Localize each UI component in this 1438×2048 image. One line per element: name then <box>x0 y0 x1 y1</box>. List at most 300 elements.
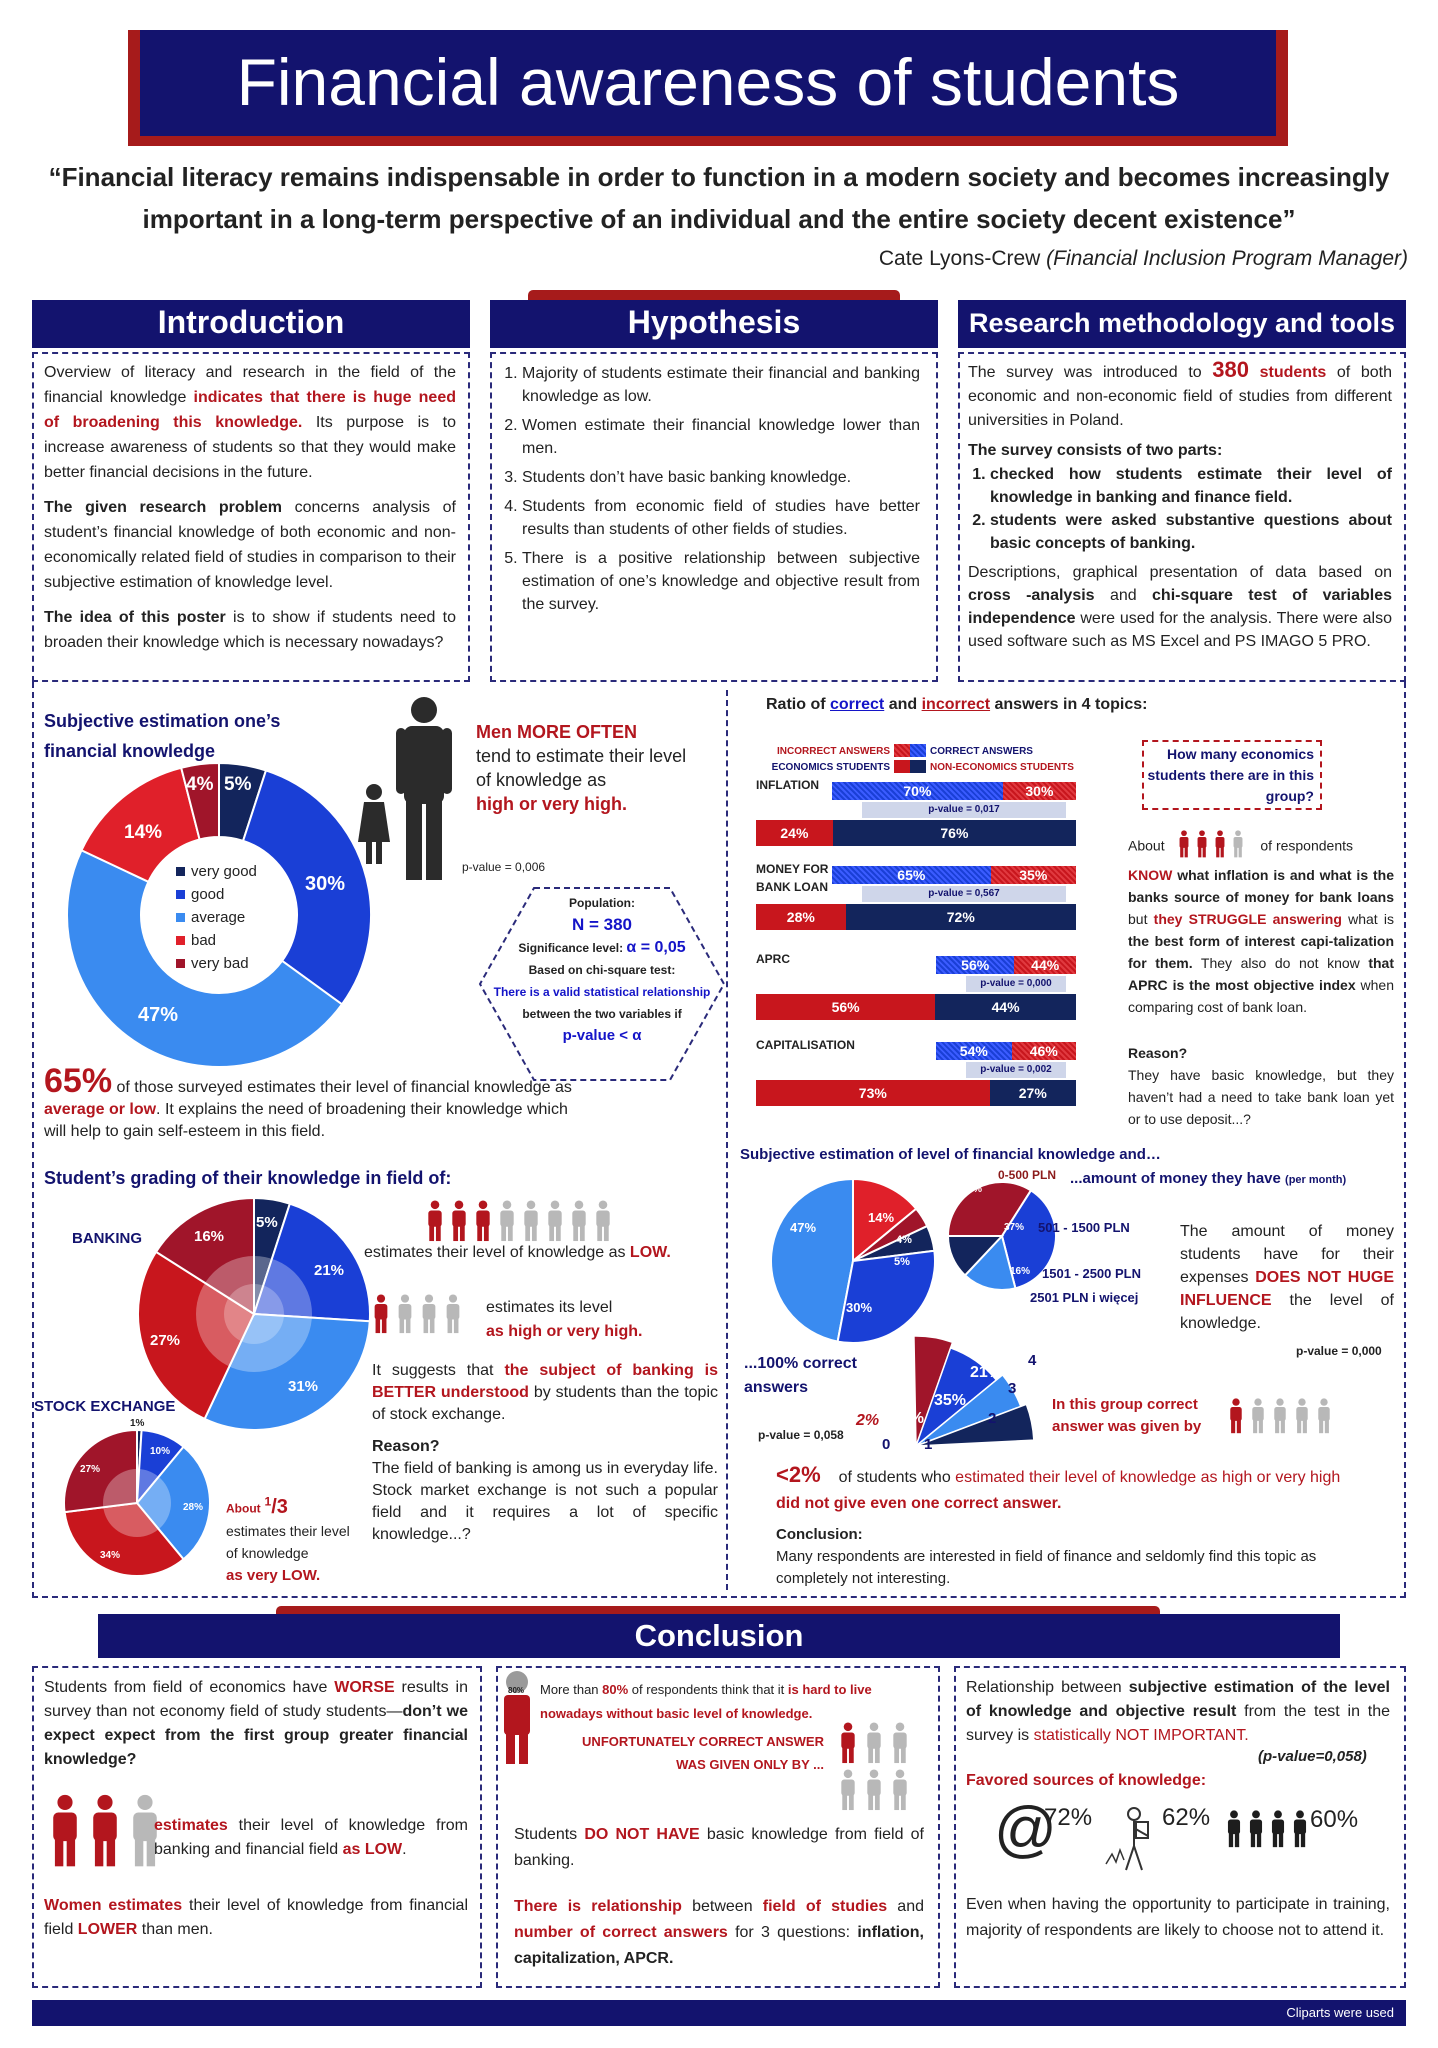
c1c: results in survey than not economy field of study students— <box>44 1679 468 1720</box>
c1a: Students from field of economics have <box>44 1679 335 1696</box>
legend-label: very bad <box>191 955 249 972</box>
legend-item <box>176 929 257 952</box>
non-incorrect-bar: 24% <box>756 820 833 846</box>
men-pvalue: p-value = 0,006 <box>462 860 546 874</box>
legend-swatch <box>176 913 185 922</box>
donut-label-4: 4% <box>186 774 214 795</box>
ratio-pvalue: p-value = 0,002 <box>966 1062 1066 1078</box>
eco-incorrect-bar: 30% <box>1003 782 1076 800</box>
lt2-big: <2% <box>776 1462 821 1487</box>
range-0-500: 0-500 PLN <box>998 1168 1057 1182</box>
sug-2: the subject of banking is BETTER understood <box>372 1362 719 1401</box>
non-correct-bar: 27% <box>990 1080 1076 1106</box>
c2j: between <box>681 1898 763 1915</box>
stock-label-34: 34% <box>100 1550 121 1561</box>
c2m: number of correct answers <box>514 1924 728 1941</box>
people-about <box>1176 830 1248 864</box>
src-pct-experience: 62% <box>1162 1804 1211 1831</box>
fan-20: 20% <box>984 1336 1017 1353</box>
method-p2: The survey consists of two parts: <box>968 442 1223 459</box>
non-incorrect-bar: 73% <box>756 1080 990 1106</box>
legend-label: very good <box>191 863 257 880</box>
fan-35: 35% <box>934 1392 967 1409</box>
ratio-pvalue: p-value = 0,000 <box>966 976 1066 992</box>
bank-pie-core <box>224 1284 284 1344</box>
person-icon <box>1194 830 1210 858</box>
group-text: In this group correct answer was given by <box>1052 1396 1202 1435</box>
hex-relationship: There is a valid statistical relationship <box>493 985 711 999</box>
know-1: KNOW <box>1128 867 1173 883</box>
range-pct-16: 16% <box>1010 1266 1031 1277</box>
stock-pie-ring <box>103 1469 171 1537</box>
hypothesis-list <box>500 362 920 622</box>
low-text <box>364 1244 671 1262</box>
c2b: 80% <box>602 1682 629 1697</box>
person-icon <box>394 1294 416 1334</box>
method-p1a: The survey was introduced to <box>968 364 1213 381</box>
person-icon <box>1230 830 1246 858</box>
low-text-1: estimates their level of knowledge as <box>364 1244 630 1261</box>
hex-population: Population: <box>569 896 635 910</box>
c1i: Women estimates <box>44 1897 183 1914</box>
c1g: as LOW <box>342 1841 403 1858</box>
page-title: Financial awareness of students <box>236 45 1180 119</box>
src-pct-family: 60% <box>1310 1806 1359 1833</box>
money-text <box>1180 1220 1394 1335</box>
method-p3e: were used for the analysis. There were also used software such as MS Excel and PS IMAGO 5 PRO. <box>968 610 1392 650</box>
person-icon <box>544 1200 566 1242</box>
men-text-2: MORE OFTEN <box>517 722 638 742</box>
fan-n0: 0 <box>882 1436 891 1453</box>
c3d: statistically NOT IMPORTANT. <box>1033 1727 1249 1744</box>
summary-text-2: average or low <box>44 1101 157 1118</box>
men-text-1: Men <box>476 722 518 742</box>
person-icon <box>1248 1398 1268 1434</box>
c1l: than men. <box>137 1921 213 1938</box>
donut-label-14: 14% <box>124 822 163 843</box>
fan-pvalue: p-value = 0,058 <box>758 1428 844 1442</box>
money-text-2: DOES NOT HUGE INFLUENCE <box>1180 1269 1395 1309</box>
c1d: don’t we expect expect from the first group greater financial knowledge? <box>44 1703 468 1768</box>
c1j: their level of knowledge from financial field <box>44 1897 469 1938</box>
bank-label-5: 5% <box>256 1214 278 1231</box>
high-text-2: as high or very high. <box>486 1323 643 1340</box>
c3b: subjective estimation of the level of knowledge and objective result <box>966 1679 1391 1720</box>
person-80-icon <box>500 1670 534 1766</box>
concl-2-relationship <box>514 1894 924 1972</box>
leg-swatch-3 <box>894 760 910 773</box>
hex-based: Based on chi-square test: <box>528 963 676 977</box>
ratio-reason-title: Reason? <box>1128 1045 1188 1061</box>
third-verylow: as very LOW. <box>226 1566 321 1584</box>
c2f: Students <box>514 1826 585 1843</box>
legend-label: bad <box>191 932 217 949</box>
stock-label-28: 28% <box>183 1502 204 1513</box>
money-pie-4: 4% <box>896 1234 912 1246</box>
c2k: field of studies <box>762 1898 888 1915</box>
person-icon <box>1270 1398 1290 1434</box>
leg-correct: CORRECT ANSWERS <box>930 746 1033 757</box>
ratio-row-label: APRC <box>756 952 791 966</box>
fan-2: 2% <box>856 1412 880 1429</box>
person-icon <box>1246 1810 1266 1848</box>
men-text-4: high or very high. <box>476 794 628 814</box>
ratio-about <box>1128 830 1394 1018</box>
third-num: 1 <box>264 1494 272 1508</box>
method-p3a: Descriptions, graphical presentation of data based on <box>968 564 1392 581</box>
bank-label-27: 27% <box>150 1332 181 1349</box>
subjective-summary <box>44 1062 584 1143</box>
grading-reason-text: The field of banking is among us in everyday life. Stock market exchange is not such a popular field and it requires a lot of specific knowledge...? <box>372 1460 718 1543</box>
money-pie-slice <box>771 1179 853 1342</box>
fan-chart <box>880 1320 1050 1450</box>
sug-1: It suggests that <box>372 1362 505 1379</box>
non-incorrect-bar: 56% <box>756 994 935 1020</box>
third-text <box>226 1490 356 1587</box>
howmany-text: How many economics students there are in this group? <box>1147 746 1314 804</box>
concl-1-est <box>154 1814 468 1862</box>
know-5: what is <box>1341 911 1394 927</box>
person-icon <box>1226 1398 1246 1434</box>
non-incorrect-bar: 28% <box>756 904 846 930</box>
hex-n: N = 380 <box>571 915 632 934</box>
legend-item <box>176 906 257 929</box>
ratio-reason-text: They have basic knowledge, but they haven’t had a need to take bank loan yet or to use deposit...? <box>1128 1067 1394 1127</box>
person-icon <box>472 1200 494 1242</box>
grading-reason-title: Reason? <box>372 1438 440 1455</box>
method-p1c: of both economic and non-economic field of studies from different universities in Poland. <box>968 364 1393 429</box>
c2c: of respondents think that it <box>628 1682 788 1697</box>
men-text-3: tend to estimate their level of knowledge as <box>476 746 687 790</box>
leg-incorrect: INCORRECT ANSWERS <box>777 746 890 757</box>
fan-n3: 3 <box>1008 1380 1017 1397</box>
intro-p2b: concerns analysis of student’s financial knowledge of both economic and non-economically related field of studies in comparison to their subjective estimation of knowledge level. <box>44 499 457 591</box>
know-8: that APRC is the most objective index <box>1128 955 1395 993</box>
conclusion-divider <box>276 1606 1160 1614</box>
method-p1b: students <box>1249 364 1327 381</box>
person-icon <box>1314 1398 1334 1434</box>
person-icon <box>862 1769 886 1811</box>
intro-p3a: The idea of this poster <box>44 609 226 626</box>
bank-label-16: 16% <box>194 1228 225 1245</box>
person-icon <box>86 1794 124 1868</box>
person-icon <box>1268 1810 1288 1848</box>
bank-label-31: 31% <box>288 1378 319 1395</box>
person-icon <box>836 1722 860 1764</box>
leg-swatch-2 <box>910 744 926 757</box>
bank-label-21: 21% <box>314 1262 345 1279</box>
non-correct-bar: 44% <box>935 994 1076 1020</box>
lt2-text-3: did not give even one correct answer. <box>776 1495 1062 1512</box>
money-sub-text: ...amount of money they have <box>1070 1170 1281 1187</box>
method-heading: Research methodology and tools <box>968 308 1396 338</box>
lt2-line <box>776 1462 1396 1517</box>
person-icon <box>418 1294 440 1334</box>
fan-21: 21% <box>970 1364 1003 1381</box>
lt2-text-1: of students who <box>838 1469 956 1486</box>
ratio-of-resp: of respondents <box>1260 837 1353 854</box>
legend-swatch <box>176 867 185 876</box>
money-text-1: The amount of money students have for their expenses <box>1180 1223 1394 1286</box>
leg-swatch-4 <box>910 760 926 773</box>
stock-label-1: 1% <box>130 1418 145 1429</box>
concl-2-text <box>540 1678 928 1726</box>
fan-n2: 2 <box>988 1410 997 1427</box>
fan-n1: 1 <box>924 1436 933 1453</box>
person-icon <box>1176 830 1192 858</box>
intro-text <box>44 360 456 655</box>
intro-p3b: is to show if students need to broaden their knowledge which is necessary nowadays? <box>44 609 457 651</box>
method-item-1: 1. checked how students estimate their level of knowledge in banking and finance field. <box>990 463 1392 509</box>
person-icon <box>592 1200 614 1242</box>
fan-23: 23% <box>892 1410 925 1427</box>
hypothesis-item: 1. Majority of students estimate their financial and banking knowledge as low. <box>522 362 920 408</box>
person-icon <box>862 1722 886 1764</box>
hex-sig: Significance level: <box>518 941 627 955</box>
know-7: They also do not know <box>1192 955 1369 971</box>
ratio-t5: answers in 4 topics: <box>990 696 1148 713</box>
person-icon <box>496 1200 518 1242</box>
subjective-title: Subjective estimation one’s financial knowledge <box>44 711 281 761</box>
know-4: they STRUGGLE answering <box>1153 911 1342 927</box>
method-item-2: 2. students were asked substantive questions about basic concepts of banking. <box>990 509 1392 555</box>
donut-label-30: 30% <box>305 873 346 895</box>
range-pct-37: 37% <box>1004 1222 1025 1233</box>
eco-incorrect-bar: 44% <box>1014 956 1076 974</box>
people-low-row <box>424 1200 616 1247</box>
legend-item <box>176 883 257 906</box>
concl-1-women <box>44 1894 468 1942</box>
person-icon <box>1290 1810 1310 1848</box>
men-statement <box>476 720 696 816</box>
c2d: is hard to live nowadays without basic level of knowledge. <box>540 1682 872 1721</box>
person-icon <box>1212 830 1228 858</box>
family-icon <box>1224 1810 1312 1853</box>
range-pct-13: 13% <box>1002 1288 1023 1299</box>
ratio-t1: Ratio of <box>766 696 830 713</box>
third-est: estimates their level of knowledge <box>226 1522 350 1561</box>
hypothesis-heading: Hypothesis <box>627 304 801 340</box>
person-80-label: 80% <box>508 1686 525 1695</box>
low-text-2: LOW. <box>629 1244 671 1261</box>
c1e: estimates <box>154 1817 228 1834</box>
c3a: Relationship between <box>966 1679 1129 1696</box>
intro-p1c: Its purpose is to increase awareness of students so that they would make better financial decisions in the future. <box>44 414 456 481</box>
money-concl-title: Conclusion: <box>776 1526 863 1543</box>
money-sub <box>1070 1170 1346 1187</box>
person-icon <box>888 1722 912 1764</box>
eco-incorrect-bar: 46% <box>1012 1042 1076 1060</box>
range-1501-2500: 1501 - 2500 PLN <box>1042 1266 1142 1281</box>
quote-author-line <box>879 247 1408 271</box>
c2i: There is relationship <box>514 1898 682 1915</box>
ratio-t3: and <box>884 696 922 713</box>
legend-item <box>176 860 257 883</box>
person-icon <box>888 1769 912 1811</box>
person-icon <box>836 1769 860 1811</box>
legend-swatch <box>176 936 185 945</box>
non-correct-bar: 72% <box>846 904 1076 930</box>
third-den: 3 <box>276 1495 288 1518</box>
banking-label: BANKING <box>72 1230 142 1247</box>
ratio-title <box>766 696 1147 714</box>
divider-bar <box>528 290 900 300</box>
c1h: . <box>402 1841 407 1858</box>
money-pie-5: 5% <box>894 1256 910 1268</box>
eco-correct-bar: 56% <box>936 956 1014 974</box>
legend-label: average <box>191 909 246 926</box>
legend-label: good <box>191 886 225 903</box>
hypothesis-item: 3. Students don’t have basic banking knowledge. <box>522 466 920 489</box>
grading-title: Student’s grading of their knowledge in field of: <box>44 1168 452 1188</box>
concl-2-banking <box>514 1822 924 1874</box>
ratio-reason <box>1128 1042 1394 1130</box>
concl-3-sources: Favored sources of knowledge: <box>966 1772 1207 1789</box>
third-fraction: $^1$/3 <box>264 1494 288 1518</box>
money-pie-30: 30% <box>846 1300 873 1315</box>
person-icon <box>568 1200 590 1242</box>
hexagon-text <box>478 892 726 1047</box>
know-3: but <box>1128 911 1154 927</box>
stock-label: STOCK EXCHANGE <box>34 1398 176 1415</box>
know-2: what inflation is and what is the banks source of money for bank loans <box>1128 867 1394 905</box>
conclusion-heading: Conclusion <box>634 1618 804 1653</box>
money-concl-text: Many respondents are interested in field of finance and seldomly find this topic as completely not interesting. <box>776 1548 1317 1587</box>
high-text-1: estimates its level <box>486 1299 613 1316</box>
middle-divider <box>726 690 728 1590</box>
person-icon <box>370 1294 392 1334</box>
money-text-3: the level of knowledge. <box>1180 1292 1394 1332</box>
donut-label-47: 47% <box>138 1004 179 1026</box>
person-icon <box>46 1794 84 1868</box>
eco-correct-bar: 70% <box>832 782 1003 800</box>
man-woman-icon <box>352 696 462 886</box>
eco-correct-bar: 54% <box>936 1042 1012 1060</box>
intro-p1a: Overview of literacy and research in the field of the financial knowledge <box>44 364 456 406</box>
ratio-pvalue: p-value = 0,017 <box>862 802 1066 818</box>
people-group <box>1226 1398 1336 1439</box>
person-icon <box>424 1200 446 1242</box>
c1f: their level of knowledge from banking and financial field <box>154 1817 468 1858</box>
intro-p1b: indicates that there is huge need of broadening this knowledge. <box>44 389 456 431</box>
hypothesis-item: 5. There is a positive relationship between subjective estimation of one’s knowledge and objective result from the survey. <box>522 547 920 616</box>
ratio-t4: incorrect <box>921 696 991 713</box>
footer-bar <box>32 2000 1406 2026</box>
c2g: DO NOT HAVE <box>584 1826 700 1843</box>
third-about: About <box>226 1501 261 1516</box>
person-icon <box>442 1294 464 1334</box>
intro-heading: Introduction <box>157 304 345 340</box>
person-icon <box>1292 1398 1312 1434</box>
ratio-row-label: INFLATION <box>756 778 820 792</box>
method-text <box>968 358 1392 653</box>
range-2501: 2501 PLN i więcej <box>1030 1290 1139 1305</box>
c3c: from the test in the survey is <box>966 1703 1391 1744</box>
hex-rule: p-value < α <box>562 1027 642 1044</box>
intro-p2a: The given research problem <box>44 499 282 516</box>
ratio-pvalue: p-value = 0,567 <box>862 886 1066 902</box>
money-sub-per: (per month) <box>1285 1174 1347 1186</box>
stock-label-27: 27% <box>80 1464 101 1475</box>
correct-answers-title: ...100% correct answers <box>744 1355 857 1396</box>
quote-author: Cate Lyons-Crew <box>878 247 1041 270</box>
money-pie-47: 47% <box>790 1220 817 1235</box>
non-correct-bar: 76% <box>833 820 1076 846</box>
concl-2-unfortunately: UNFORTUNATELY CORRECT ANSWER WAS GIVEN ONLY BY ... <box>582 1734 824 1772</box>
leg-non: NON-ECONOMICS STUDENTS <box>930 762 1074 773</box>
method-p3b: cross -analysis <box>968 587 1095 604</box>
people-high-row <box>370 1294 466 1339</box>
legend-swatch <box>176 890 185 899</box>
hex-alpha: α = 0,05 <box>626 939 686 956</box>
c2n: for 3 questions: <box>727 1924 858 1941</box>
leg-eco: ECONOMICS STUDENTS <box>771 762 890 773</box>
money-title: Subjective estimation of level of financial knowledge and… <box>740 1146 1161 1163</box>
know-6: the best form of interest capi-talization for them. <box>1128 933 1394 971</box>
src-pct-internet: 72% <box>1044 1804 1093 1831</box>
c2o: inflation, capitalization, APCR. <box>514 1924 924 1967</box>
money-pie-14: 14% <box>868 1210 895 1225</box>
hiker-icon <box>1104 1806 1160 1876</box>
high-text <box>486 1296 642 1344</box>
person-icon <box>1224 1810 1244 1848</box>
leg-swatch-1 <box>894 744 910 757</box>
at-icon: @ <box>994 1795 1057 1864</box>
concl-3-text <box>966 1676 1390 1748</box>
footer-text: Cliparts were used <box>1286 2005 1394 2020</box>
hypothesis-item: 4. Students from economic field of studies have better results than students of other fields of studies. <box>522 495 920 541</box>
c2a: More than <box>540 1682 603 1697</box>
ratio-t2: correct <box>830 696 885 713</box>
grading-suggests <box>372 1360 718 1426</box>
legend-swatch <box>176 959 185 968</box>
hex-between: between the two variables if <box>522 1007 682 1021</box>
person-icon <box>448 1200 470 1242</box>
donut-label-5: 5% <box>224 774 252 795</box>
c1b: WORSE <box>334 1679 395 1696</box>
big-65: 65% <box>44 1062 113 1100</box>
range-501-1500: 501 - 1500 PLN <box>1038 1220 1130 1235</box>
ratio-about-word: About <box>1128 837 1165 854</box>
money-pvalue: p-value = 0,000 <box>1296 1344 1382 1358</box>
stock-label-10: 10% <box>150 1446 171 1457</box>
know-9: when comparing cost of bank loan. <box>1128 977 1395 1015</box>
hypothesis-item: 2. Women estimate their financial knowledge lower than men. <box>522 414 920 460</box>
concl-1-text <box>44 1676 468 1772</box>
concl-3-pvalue: (p-value=0,058) <box>1258 1748 1367 1765</box>
eco-correct-bar: 65% <box>832 866 991 884</box>
concl-3-training: Even when having the opportunity to participate in training, majority of respondents are likely to choose not to attend it. <box>966 1896 1390 1939</box>
people-concl1 <box>46 1794 166 1873</box>
people-concl2 <box>836 1722 916 1816</box>
quote: “Financial literacy remains indispensable in order to function in a modern society and becomes increasingly important in a long-term perspective of an individual and the entire society decent existence” <box>48 162 1390 234</box>
money-conclusion <box>776 1524 1376 1590</box>
summary-text-3: . It explains the need of broadening their knowledge which will help to gain self-esteem in this field. <box>44 1101 568 1140</box>
grading-reason <box>372 1436 718 1546</box>
summary-text-1: of those surveyed estimates their level of financial knowledge as <box>112 1079 572 1096</box>
method-p1num: 380 <box>1212 357 1249 382</box>
ratio-row-label: CAPITALISATION <box>756 1038 855 1052</box>
subjective-legend <box>176 860 257 975</box>
person-icon <box>520 1200 542 1242</box>
eco-incorrect-bar: 35% <box>991 866 1076 884</box>
sug-3: by students than the topic of stock exchange. <box>372 1384 718 1423</box>
range-pct-34: 34% <box>962 1184 983 1195</box>
c1k: LOWER <box>77 1921 138 1938</box>
method-p3d: chi-square test of variables independence <box>968 587 1393 627</box>
c2h: basic knowledge from field of banking. <box>514 1826 924 1869</box>
legend-item <box>176 952 257 975</box>
